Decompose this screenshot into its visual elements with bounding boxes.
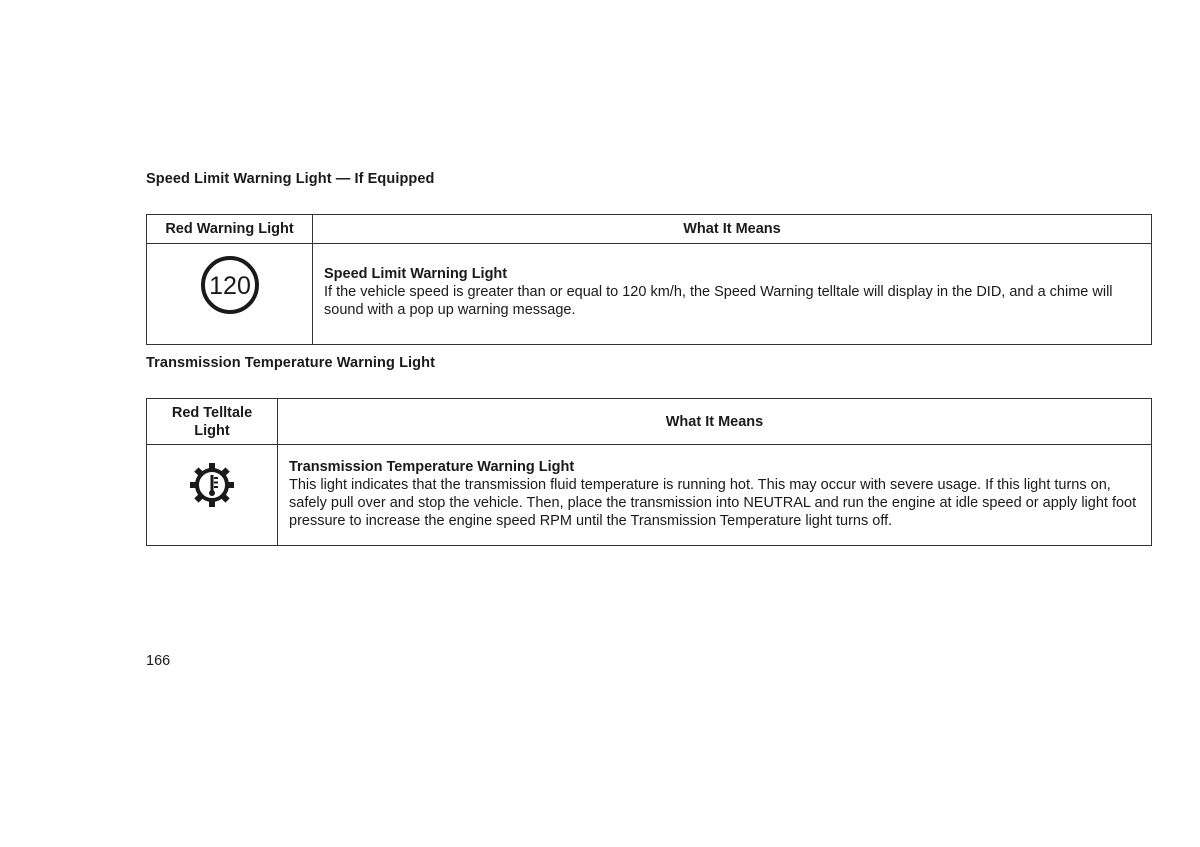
description-cell — [278, 445, 1152, 546]
description-title: Transmission Temperature Warning Light — [289, 459, 575, 475]
speed-limit-120-icon — [199, 254, 261, 320]
table-row — [147, 244, 1152, 345]
description-body: This light indicates that the transmission fluid temperature is running hot. This may occur with severe usage. If this light turns on, safely pull over and stop the vehicle. Then, place the transmission into NEUTRAL and run the engine at idle speed or apply light foot pressure to increase the engine speed RPM until the Transmission Temperature light turns off. — [289, 477, 1137, 529]
column-header-telltale-light — [147, 399, 278, 445]
column-header-meaning — [278, 399, 1152, 445]
description-title: Speed Limit Warning Light — [324, 266, 508, 282]
speed-limit-table — [146, 214, 1152, 345]
description-body: If the vehicle speed is greater than or equal to 120 km/h, the Speed Warning telltale will display in the DID, and a chime will sound with a pop up warning message. — [324, 284, 1113, 318]
table-header-row — [147, 215, 1152, 244]
section-heading-transmission-temperature: Transmission Temperature Warning Light — [146, 355, 436, 371]
column-header-meaning — [313, 215, 1152, 244]
column-header-label: What It Means — [665, 413, 764, 430]
table-row — [147, 445, 1152, 546]
section-heading-speed-limit: Speed Limit Warning Light — If Equipped — [146, 171, 435, 187]
icon-cell — [147, 244, 313, 345]
icon-cell — [147, 445, 278, 546]
description-cell — [313, 244, 1152, 345]
column-header-label: Red Warning Light — [165, 221, 294, 237]
transmission-temperature-table — [146, 398, 1152, 546]
column-header-warning-light — [147, 215, 313, 244]
column-header-label: Red Telltale Light — [171, 404, 253, 439]
transmission-temperature-icon — [189, 462, 235, 512]
column-header-label: What It Means — [683, 221, 781, 237]
page-number: 166 — [146, 653, 171, 669]
table-header-row — [147, 399, 1152, 445]
speed-limit-icon-text: 120 — [208, 272, 251, 300]
